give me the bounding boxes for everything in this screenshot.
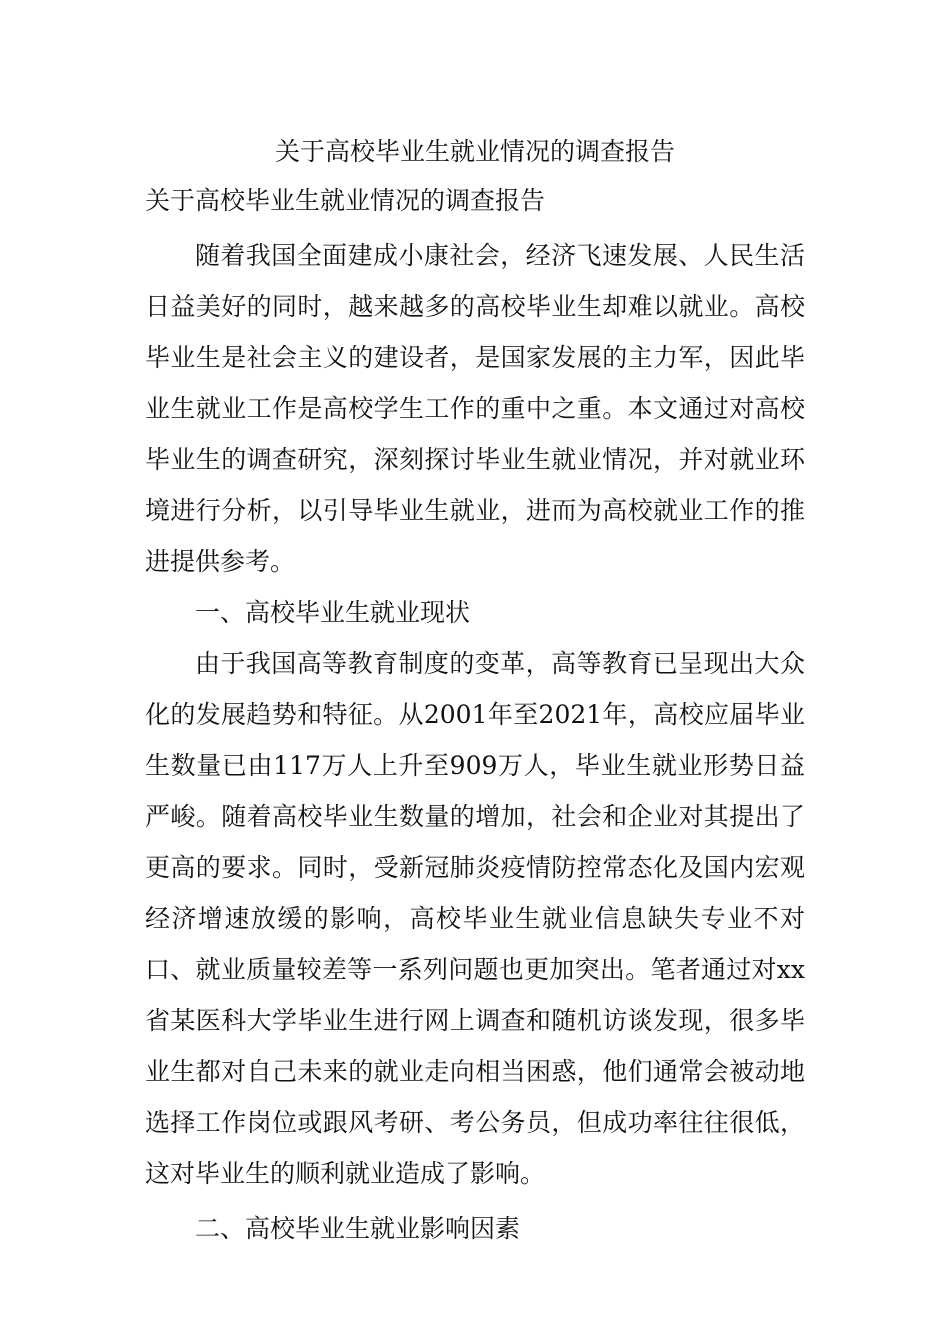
section-heading-2: 二、高校毕业生就业影响因素 [195,1214,521,1243]
section-1-paragraph: 由于我国高等教育制度的变革，高等教育已呈现出大众化的发展趋势和特征。从2001年至2021年，高校应届毕业生数量已由117万人上升至909万人，毕业生就业形势日益严峻。随着高校毕业生数量的增加，社会和企业对其提出了更高的要求。同时，受新冠肺炎疫情防控常态化及国内宏观经济增速放缓的影响，高校毕业生就业信息缺失专业不对口、就业质量较差等一系列问题也更加突出。笔者通过对xx省某医科大学毕业生进行网上调查和随机访谈发现，很多毕业生都对自己未来的就业走向相当困惑，他们通常会被动地选择工作岗位或跟风考研、考公务员，但成功率往往很低，这对毕业生的顺利就业造成了影响。 [145,649,805,1188]
section-heading-1: 一、高校毕业生就业现状 [195,598,471,627]
intro-paragraph: 随着我国全面建成小康社会，经济飞速发展、人民生活日益美好的同时，越来越多的高校毕业生却难以就业。高校毕业生是社会主义的建设者，是国家发展的主力军，因此毕业生就业工作是高校学生工作的重中之重。本文通过对高校毕业生的调查研究，深刻探讨毕业生就业情况，并对就业环境进行分析，以引导毕业生就业，进而为高校就业工作的推进提供参考。 [145,241,805,576]
document-subtitle: 关于高校毕业生就业情况的调查报告 [145,186,546,215]
document-body [145,180,805,1254]
document-title: 关于高校毕业生就业情况的调查报告 [274,137,675,166]
